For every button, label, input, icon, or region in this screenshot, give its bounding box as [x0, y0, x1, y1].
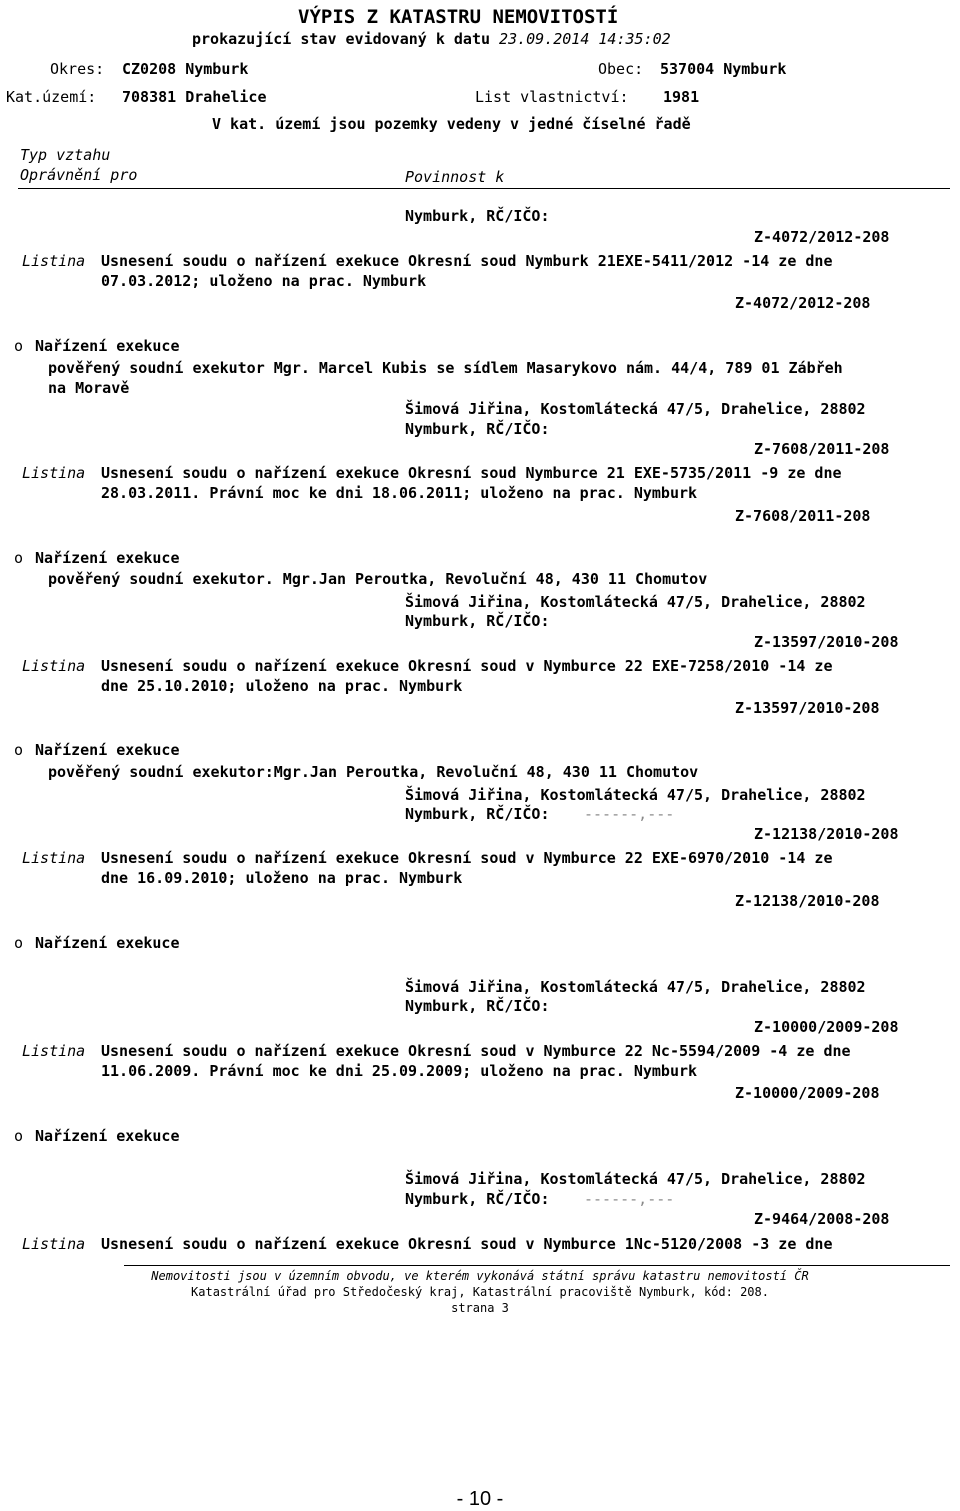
col-typ-vztahu: Typ vztahu — [20, 146, 111, 164]
bullet: o — [14, 549, 24, 567]
subtitle-date: 23.09.2014 14:35:02 — [499, 30, 671, 48]
katuzemi-value: 708381 Drahelice — [122, 88, 267, 106]
bullet: o — [14, 1127, 24, 1145]
listina-line1: Usnesení soudu o nařízení exekuce Okresní soud v Nymburce 22 EXE-6970/2010 -14 ze — [101, 849, 833, 867]
header-note: V kat. území jsou pozemky vedeny v jedné číselné řadě — [212, 115, 691, 133]
page-number: - 10 - — [456, 1488, 504, 1510]
bullet: o — [14, 934, 24, 952]
list-label: List vlastnictví: — [475, 88, 629, 106]
redacted-id: ------,--- — [584, 1190, 675, 1208]
listina-label: Listina — [22, 1042, 86, 1060]
listina-line1: Usnesení soudu o nařízení exekuce Okresní soud Nymburce 21 EXE-5735/2011 -9 ze dne — [101, 464, 842, 482]
entry-z2: Z-4072/2012-208 — [735, 294, 871, 312]
bullet: o — [14, 337, 24, 355]
entry-person: Šimová Jiřina, Kostomlátecká 47/5, Drahelice, 28802 — [405, 978, 866, 996]
subtitle — [192, 30, 671, 49]
entry-z1: Z-10000/2009-208 — [754, 1018, 899, 1036]
okres-label: Okres: — [50, 60, 105, 78]
entry-who: Nymburk, RČ/IČO: — [405, 420, 550, 438]
subtitle-prefix: prokazující stav evidovaný k datu — [192, 30, 491, 48]
col-povinnost-k: Povinnost k — [405, 168, 505, 186]
entry-z2: Z-7608/2011-208 — [735, 507, 871, 525]
listina-line1: Usnesení soudu o nařízení exekuce Okresní soud v Nymburce 22 EXE-7258/2010 -14 ze — [101, 657, 833, 675]
entry-title: Nařízení exekuce — [35, 549, 180, 567]
entry-title: Nařízení exekuce — [35, 934, 180, 952]
entry-who: Nymburk, RČ/IČO: — [405, 997, 550, 1015]
entry-detail: pověřený soudní exekutor. Mgr.Jan Peroutka, Revoluční 48, 430 11 Chomutov — [48, 570, 708, 588]
entry-z1: Z-9464/2008-208 — [754, 1210, 890, 1228]
entry-z1: Z-13597/2010-208 — [754, 633, 899, 651]
header-rule — [18, 188, 950, 189]
listina-line2: dne 16.09.2010; uloženo na prac. Nymburk — [101, 869, 463, 887]
listina-line2: 11.06.2009. Právní moc ke dni 25.09.2009; uloženo na prac. Nymburk — [101, 1062, 698, 1080]
col-opravneni-pro: Oprávnění pro — [20, 166, 138, 184]
entry-person: Šimová Jiřina, Kostomlátecká 47/5, Drahelice, 28802 — [405, 400, 866, 418]
entry-person: Šimová Jiřina, Kostomlátecká 47/5, Drahelice, 28802 — [405, 786, 866, 804]
listina-line2: 07.03.2012; uloženo na prac. Nymburk — [101, 272, 427, 290]
entry-z1: Z-4072/2012-208 — [754, 228, 890, 246]
okres-value: CZ0208 Nymburk — [122, 60, 249, 78]
entry-person: Šimová Jiřina, Kostomlátecká 47/5, Drahelice, 28802 — [405, 593, 866, 611]
listina-line2: 28.03.2011. Právní moc ke dni 18.06.2011; uloženo na prac. Nymburk — [101, 484, 698, 502]
bullet: o — [14, 741, 24, 759]
listina-label: Listina — [22, 464, 86, 482]
listina-line1: Usnesení soudu o nařízení exekuce Okresní soud v Nymburce 1Nc-5120/2008 -3 ze dne — [101, 1235, 833, 1253]
listina-line2: dne 25.10.2010; uloženo na prac. Nymburk — [101, 677, 463, 695]
entry-z2: Z-13597/2010-208 — [735, 699, 880, 717]
footer-page-label: strana 3 — [451, 1301, 509, 1315]
list-value: 1981 — [663, 88, 700, 106]
entry-who: Nymburk, RČ/IČO: — [405, 1190, 550, 1208]
listina-label: Listina — [22, 849, 86, 867]
entry-person: Šimová Jiřina, Kostomlátecká 47/5, Drahelice, 28802 — [405, 1170, 866, 1188]
katuzemi-label: Kat.území: — [6, 88, 97, 106]
obec-label: Obec: — [598, 60, 644, 78]
listina-label: Listina — [22, 1235, 86, 1253]
entry-z1: Z-12138/2010-208 — [754, 825, 899, 843]
listina-line1: Usnesení soudu o nařízení exekuce Okresní soud Nymburk 21EXE-5411/2012 -14 ze dne — [101, 252, 833, 270]
entry-z2: Z-10000/2009-208 — [735, 1084, 880, 1102]
entry-detail: na Moravě — [48, 379, 130, 397]
redacted-id: ------,--- — [584, 805, 675, 823]
listina-line1: Usnesení soudu o nařízení exekuce Okresní soud v Nymburce 22 Nc-5594/2009 -4 ze dne — [101, 1042, 851, 1060]
entry-title: Nařízení exekuce — [35, 337, 180, 355]
entry-z1: Z-7608/2011-208 — [754, 440, 890, 458]
obec-value: 537004 Nymburk — [660, 60, 787, 78]
footer-rule — [124, 1265, 950, 1266]
footer-line1: Nemovitosti jsou v územním obvodu, ve kterém vykonává státní správu katastru nemovitostí ČR — [151, 1269, 809, 1283]
footer-line2: Katastrální úřad pro Středočeský kraj, Katastrální pracoviště Nymburk, kód: 208. — [191, 1285, 769, 1299]
entry-title: Nařízení exekuce — [35, 741, 180, 759]
listina-label: Listina — [22, 657, 86, 675]
entry-title: Nařízení exekuce — [35, 1127, 180, 1145]
document-title: VÝPIS Z KATASTRU NEMOVITOSTÍ — [298, 6, 619, 28]
entry-detail: pověřený soudní exekutor:Mgr.Jan Peroutka, Revoluční 48, 430 11 Chomutov — [48, 763, 699, 781]
entry-who: Nymburk, RČ/IČO: — [405, 612, 550, 630]
entry-z2: Z-12138/2010-208 — [735, 892, 880, 910]
entry-who: Nymburk, RČ/IČO: — [405, 207, 550, 225]
listina-label: Listina — [22, 252, 86, 270]
entry-detail: pověřený soudní exekutor Mgr. Marcel Kubis se sídlem Masarykovo nám. 44/4, 789 01 Zábřeh — [48, 359, 843, 377]
entry-who: Nymburk, RČ/IČO: — [405, 805, 550, 823]
